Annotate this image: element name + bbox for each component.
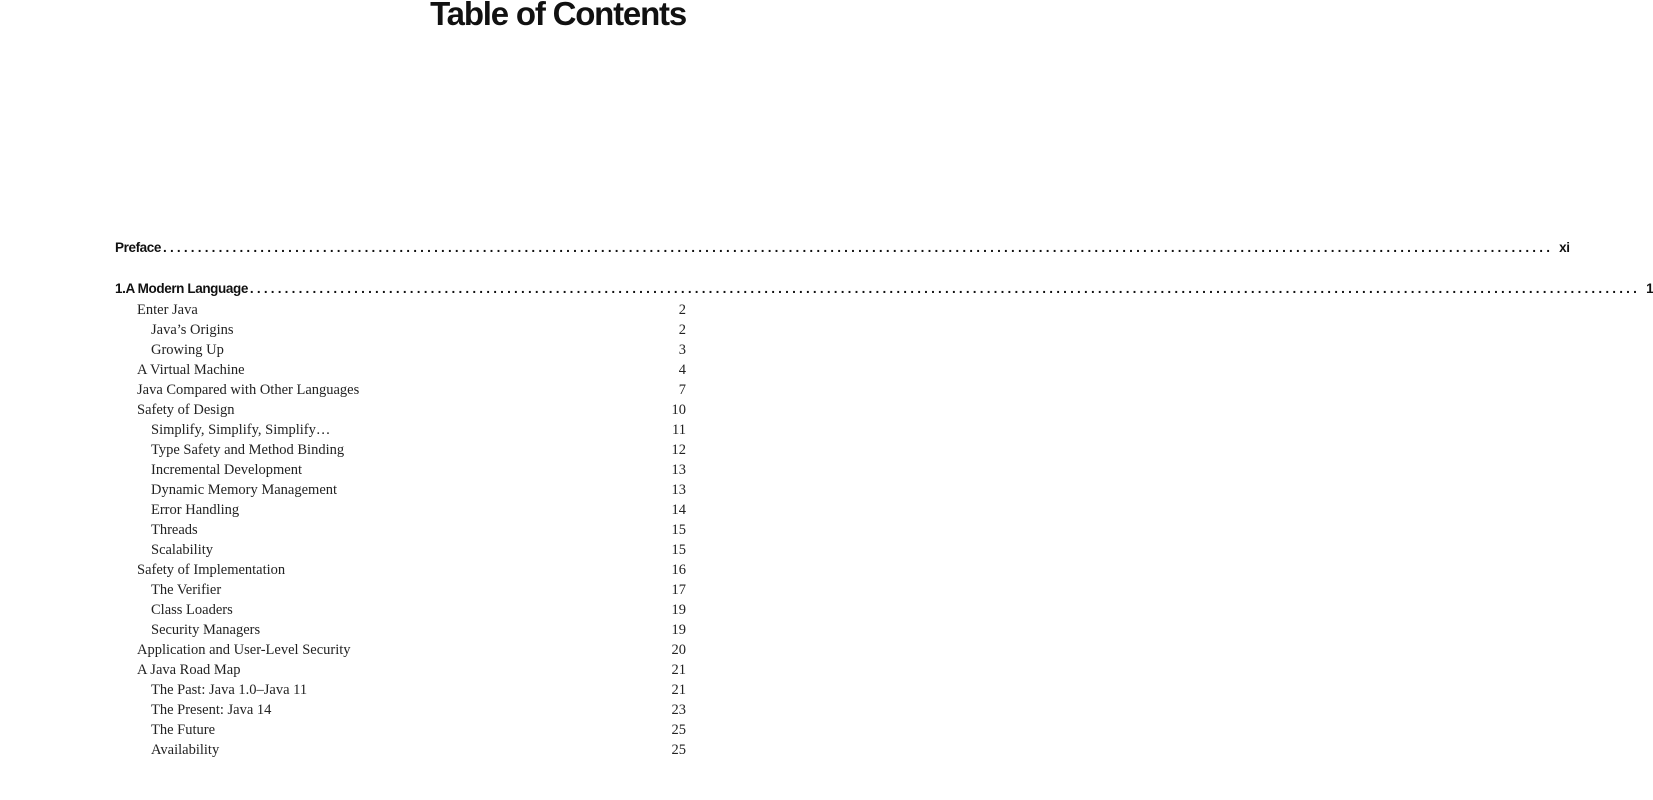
chapter-page: 1: [1646, 281, 1653, 296]
toc-entry-page: 15: [671, 542, 686, 558]
toc-entry-label: Java Compared with Other Languages: [137, 382, 360, 398]
toc-entry[interactable]: [137, 580, 686, 600]
toc-entry-page: xi: [1559, 240, 1570, 255]
toc-entry-page: 10: [671, 402, 686, 418]
toc-entry[interactable]: [137, 400, 686, 420]
toc-entry[interactable]: [137, 440, 686, 460]
toc-entry[interactable]: [137, 700, 686, 720]
toc-entry[interactable]: [137, 640, 686, 660]
toc-entry[interactable]: [137, 320, 686, 340]
toc-entry[interactable]: [137, 300, 686, 320]
toc-entry-page: 2: [678, 302, 686, 318]
chapter-title: A Modern Language: [125, 281, 248, 296]
toc-entry-page: 25: [671, 742, 686, 758]
toc-entry-label: The Past: Java 1.0–Java 11: [151, 682, 308, 698]
toc-entry[interactable]: [137, 360, 686, 380]
toc-entry-page: 12: [671, 442, 686, 458]
toc-entry-label: Growing Up: [151, 342, 224, 358]
page-title: Table of Contents: [430, 0, 686, 32]
toc-entry-label: A Java Road Map: [137, 662, 241, 678]
toc-entry-label: Error Handling: [151, 502, 240, 518]
toc-entry-label: A Virtual Machine: [137, 362, 245, 378]
dot-leader: ........................................................................................................................................................................................................: [163, 240, 1554, 255]
toc-entry[interactable]: [137, 420, 686, 440]
toc-entry[interactable]: [137, 740, 686, 760]
toc-entry-label: Java’s Origins: [151, 322, 234, 338]
toc-entry-page: 20: [671, 642, 686, 658]
toc-entry-label: Simplify, Simplify, Simplify…: [151, 422, 331, 438]
toc-chapter-heading[interactable]: [115, 281, 1653, 296]
toc-entry-label: Safety of Design: [137, 402, 235, 418]
toc-entry[interactable]: [137, 500, 686, 520]
toc-entry[interactable]: [137, 660, 686, 680]
toc-entry-preface[interactable]: [115, 240, 1570, 255]
toc-entry-label: Incremental Development: [151, 462, 302, 478]
toc-entry[interactable]: [137, 520, 686, 540]
toc-entry-page: 19: [671, 602, 686, 618]
toc-entry[interactable]: [137, 720, 686, 740]
toc-entry[interactable]: [137, 620, 686, 640]
toc-entry-label: The Present: Java 14: [151, 702, 272, 718]
toc-entry-page: 25: [671, 722, 686, 738]
toc-entry[interactable]: [137, 480, 686, 500]
toc-entry[interactable]: [137, 340, 686, 360]
toc-entry-page: 23: [671, 702, 686, 718]
toc-entry-label: Preface: [115, 240, 161, 255]
toc-entry-label: Type Safety and Method Binding: [151, 442, 345, 458]
toc-entry[interactable]: [137, 560, 686, 580]
toc-entry-page: 13: [671, 482, 686, 498]
toc-entry-page: 11: [672, 422, 686, 438]
toc-entry-page: 7: [678, 382, 686, 398]
toc-entry-label: Threads: [151, 522, 198, 538]
toc-entry-label: Class Loaders: [151, 602, 233, 618]
toc-entry-label: Enter Java: [137, 302, 198, 318]
toc-entry-label: Application and User-Level Security: [137, 642, 351, 658]
toc-entry-label: Dynamic Memory Management: [151, 482, 338, 498]
toc-entry-label: Security Managers: [151, 622, 261, 638]
toc-entry[interactable]: [137, 600, 686, 620]
toc-entry-page: 21: [671, 682, 686, 698]
toc-entry-page: 13: [671, 462, 686, 478]
toc-entry-label: The Future: [151, 722, 216, 738]
dot-leader: ........................................................................................................................................................................................................: [249, 281, 1641, 296]
toc-entry[interactable]: [137, 380, 686, 400]
toc-entry-page: 14: [671, 502, 686, 518]
toc-entry-list: [137, 300, 686, 760]
toc-entry-page: 19: [671, 622, 686, 638]
toc-entry-label: Availability: [151, 742, 220, 758]
toc-entry-page: 16: [671, 562, 686, 578]
toc-entry-page: 3: [678, 342, 686, 358]
toc-entry-label: The Verifier: [151, 582, 222, 598]
toc-entry[interactable]: [137, 540, 686, 560]
toc-entry[interactable]: [137, 460, 686, 480]
toc-entry-page: 21: [671, 662, 686, 678]
toc-entry[interactable]: [137, 680, 686, 700]
toc-entry-page: 2: [678, 322, 686, 338]
toc-entry-label: Safety of Implementation: [137, 562, 286, 578]
chapter-number: 1.: [115, 281, 126, 296]
toc-entry-page: 17: [671, 582, 686, 598]
toc-entry-page: 15: [671, 522, 686, 538]
toc-entry-page: 4: [678, 362, 686, 378]
toc-entry-label: Scalability: [151, 542, 214, 558]
